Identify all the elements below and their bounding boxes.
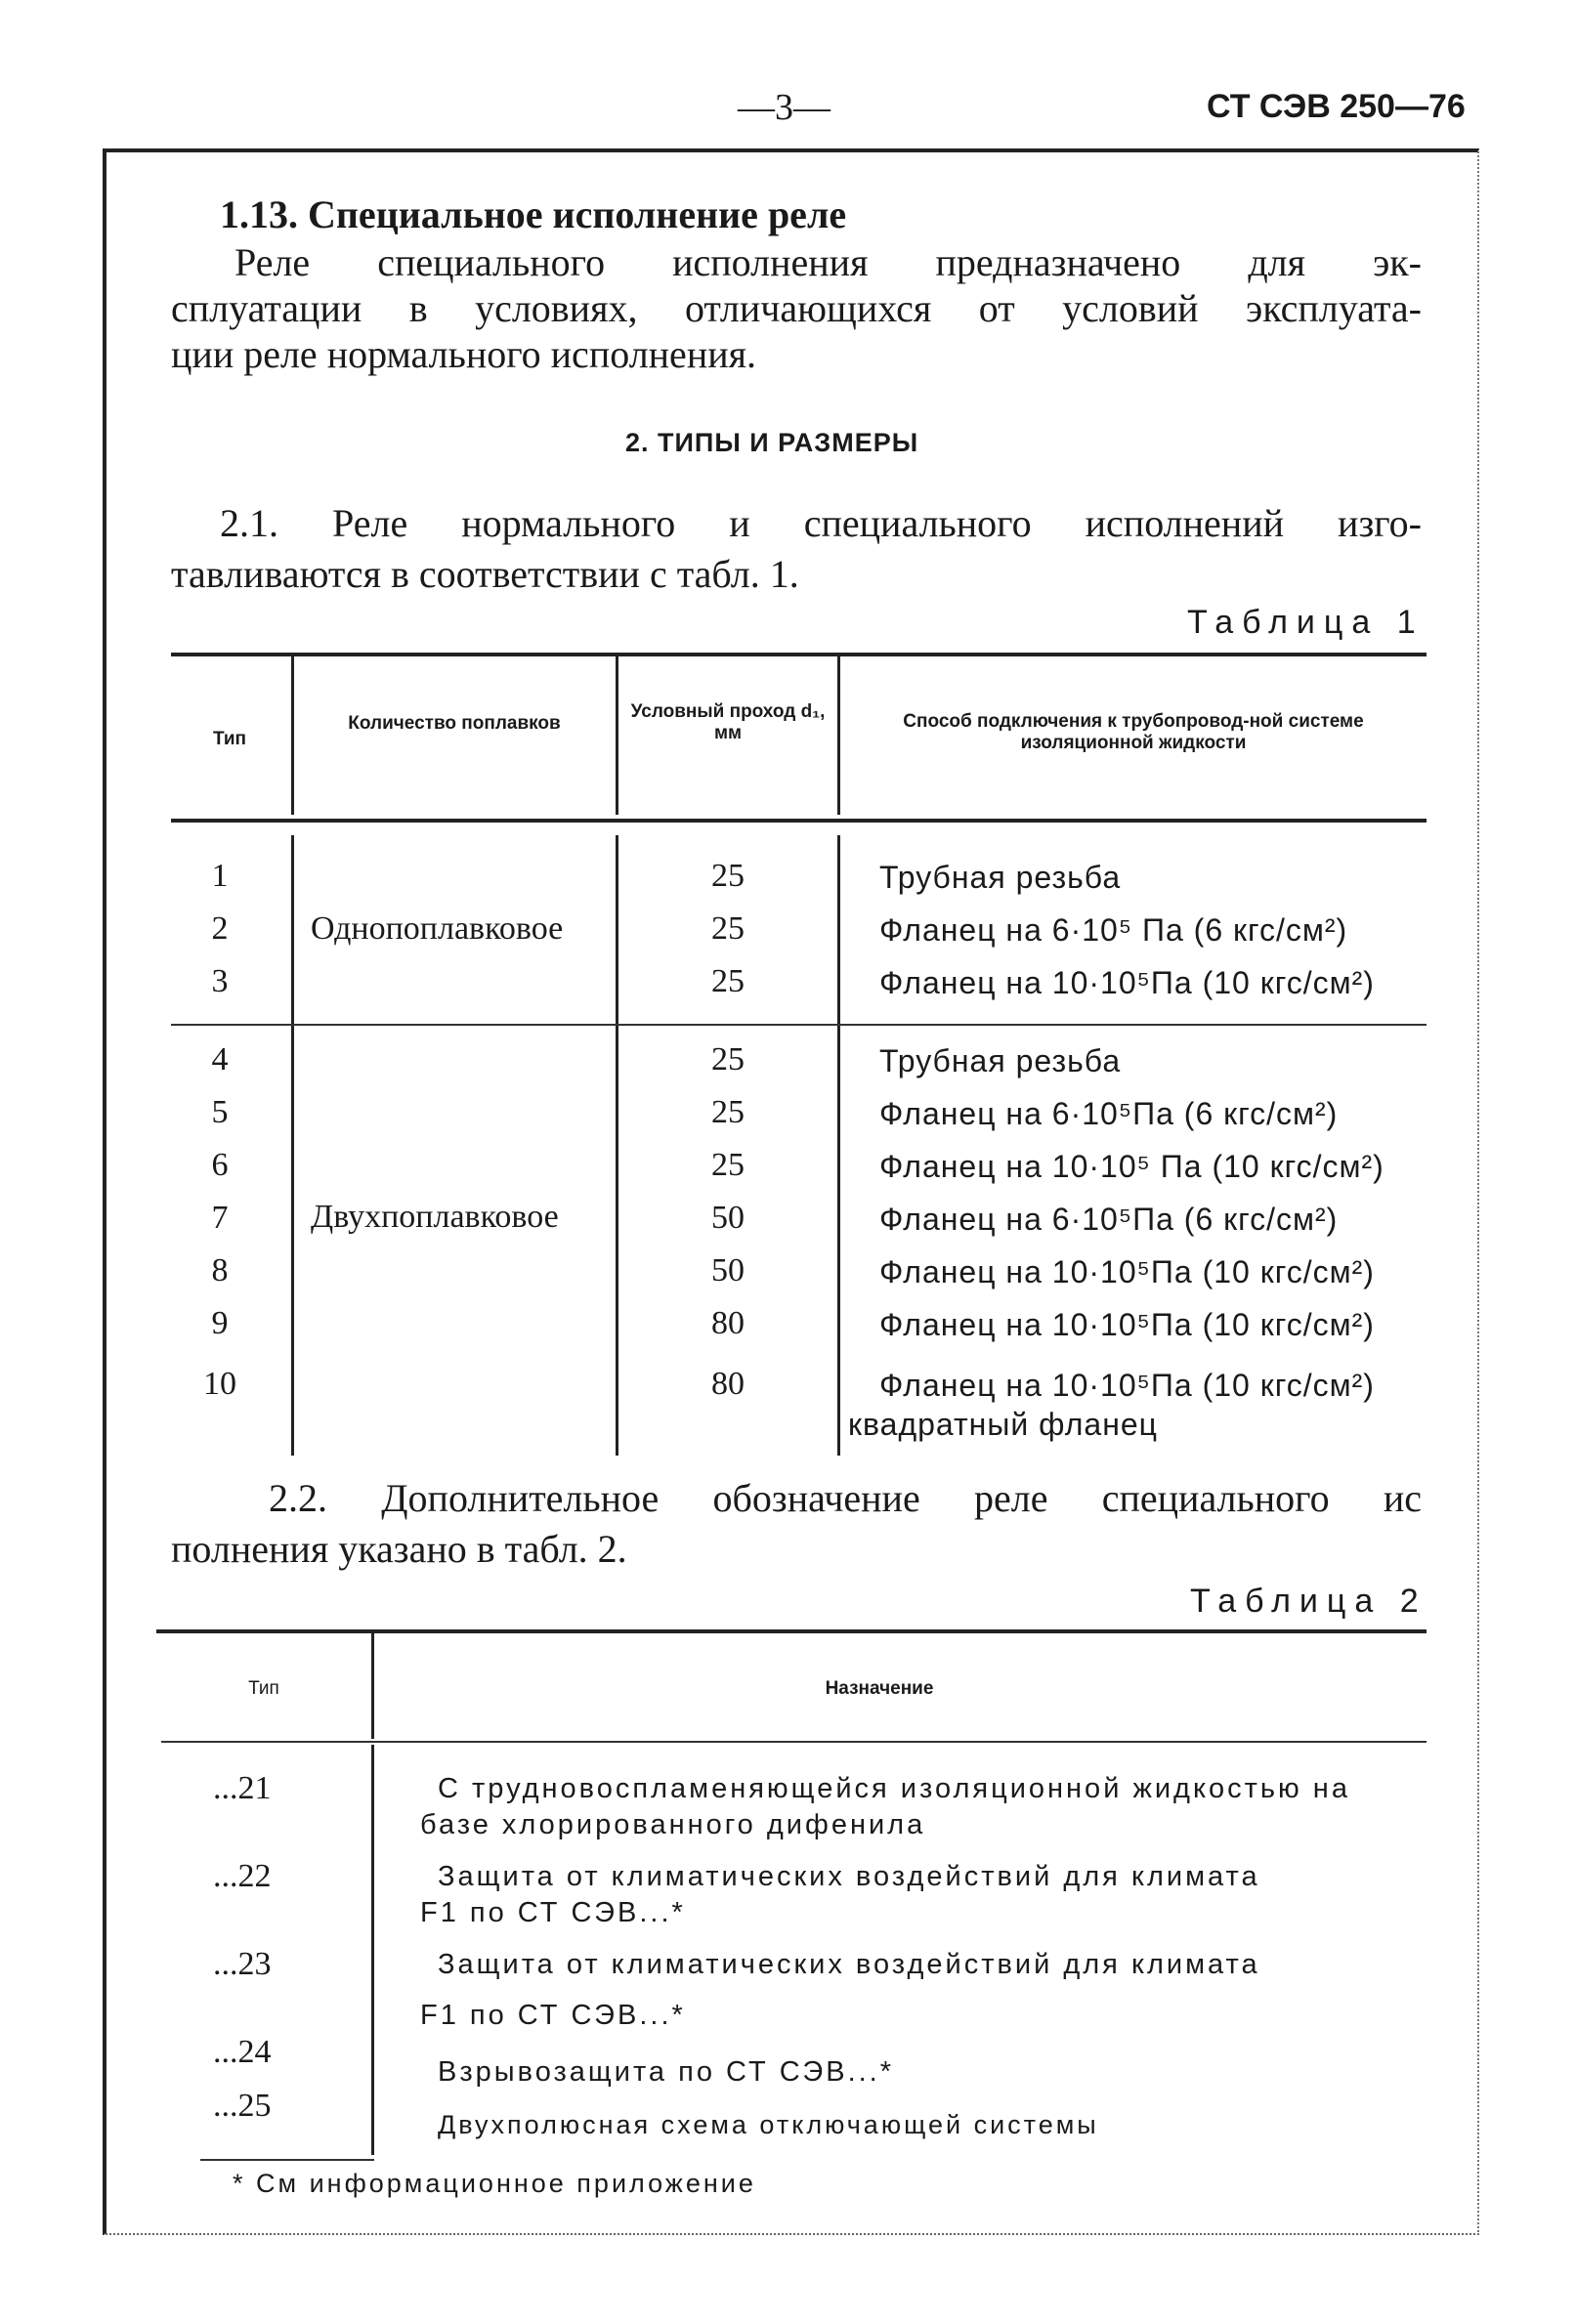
table1-caption: Таблица 1 bbox=[1187, 604, 1425, 641]
table1-bore: 50 bbox=[711, 1200, 745, 1236]
table2-purpose: Защита от климатических воздействий для климата bbox=[438, 1861, 1260, 1892]
table1-bore: 25 bbox=[711, 858, 745, 894]
table1-type: 6 bbox=[211, 1147, 229, 1183]
table1-header-floats: Количество поплавков bbox=[348, 713, 561, 734]
table2-purpose: С трудновоспламеняющейся изоляционной жидкостью на bbox=[438, 1773, 1350, 1804]
table1-connection: Фланец на 10·10⁵Па (10 кгс/см²) bbox=[879, 1368, 1375, 1403]
table1-connection: Фланец на 10·10⁵Па (10 кгс/см²) bbox=[879, 1307, 1375, 1342]
section-1-13-body bbox=[171, 239, 1422, 377]
table1-bore: 25 bbox=[711, 910, 745, 947]
table2-top-rule bbox=[156, 1629, 1427, 1633]
table1-top-rule bbox=[171, 653, 1427, 656]
table1-type: 7 bbox=[211, 1200, 229, 1236]
table1-bore: 25 bbox=[711, 963, 745, 999]
table2-col-divider bbox=[371, 1745, 374, 2155]
table2-header-rule bbox=[161, 1741, 1427, 1743]
page-frame bbox=[103, 148, 1479, 2235]
table2-type: ...23 bbox=[213, 1946, 272, 1982]
table2-purpose: F1 по СТ СЭВ...* bbox=[420, 1897, 686, 1928]
text-line: ции реле нормального исполнения. bbox=[171, 332, 757, 376]
table2-type: ...24 bbox=[213, 2034, 272, 2070]
para-2-2 bbox=[171, 1473, 1422, 1575]
text-line: Реле специального исполнения предназначено для эк- bbox=[234, 240, 1422, 284]
table1-connection: Фланец на 10·10⁵Па (10 кгс/см²) bbox=[879, 965, 1375, 1000]
table1-bore: 25 bbox=[711, 1041, 745, 1077]
table2-purpose: Двухполюсная схема отключающей системы bbox=[438, 2110, 1099, 2139]
table1-type: 10 bbox=[203, 1366, 236, 1402]
table1-type: 9 bbox=[211, 1305, 229, 1341]
table1-header-connection: Способ подключения к трубопровод-ной системе изоляционной жидкости bbox=[903, 711, 1364, 753]
text-line: полнения указано в табл. 2. bbox=[171, 1527, 627, 1571]
table1-connection: Фланец на 6·10⁵Па (6 кгс/см²) bbox=[879, 1096, 1339, 1131]
table1-col-divider bbox=[291, 656, 294, 815]
table1-header-bore: Условный проход d₁, мм bbox=[630, 701, 826, 743]
table1-bore: 25 bbox=[711, 1147, 745, 1183]
table1-group-label: Однопоплавковое bbox=[311, 910, 564, 947]
table2-purpose: F1 по СТ СЭВ...* bbox=[420, 2000, 686, 2031]
footnote-rule bbox=[200, 2159, 374, 2161]
table1-type: 1 bbox=[211, 858, 229, 894]
text-line: 2.1. Реле нормального и специального исполнений изго- bbox=[220, 501, 1422, 545]
text-line: тавливаются в соответствии с табл. 1. bbox=[171, 552, 799, 596]
table2-header-purpose: Назначение bbox=[825, 1678, 934, 1699]
table1-group-rule bbox=[171, 1024, 1427, 1026]
text-line: сплуатации в условиях, отличающихся от условий эксплуата- bbox=[171, 286, 1422, 330]
table2-purpose: базе хлорированного дифенила bbox=[420, 1809, 926, 1840]
table2-caption: Таблица 2 bbox=[1190, 1583, 1427, 1620]
table1-connection: Фланец на 10·10⁵Па (10 кгс/см²) bbox=[879, 1254, 1375, 1289]
table2-type: ...25 bbox=[213, 2088, 272, 2124]
table1-bore: 25 bbox=[711, 1094, 745, 1130]
table1-type: 4 bbox=[211, 1041, 229, 1077]
table1-type: 3 bbox=[211, 963, 229, 999]
table2-type: ...21 bbox=[213, 1770, 272, 1806]
table1-col-divider bbox=[291, 835, 294, 1456]
table1-col-divider bbox=[616, 835, 618, 1456]
table1-type: 8 bbox=[211, 1252, 229, 1289]
table1-connection: Фланец на 6·10⁵Па (6 кгс/см²) bbox=[879, 1202, 1339, 1237]
table1-type: 2 bbox=[211, 910, 229, 947]
table2-type: ...22 bbox=[213, 1858, 272, 1894]
table1-bore: 80 bbox=[711, 1366, 745, 1402]
table1-group-label: Двухпоплавковое bbox=[311, 1199, 559, 1235]
table1-connection: Фланец на 10·10⁵ Па (10 кгс/см²) bbox=[879, 1149, 1384, 1184]
table1-connection-extra: квадратный фланец bbox=[848, 1407, 1158, 1442]
table1-header-rule bbox=[171, 819, 1427, 823]
table1-bore: 50 bbox=[711, 1252, 745, 1289]
standard-code: СТ СЭВ 250—76 bbox=[1207, 88, 1466, 125]
table2-purpose: Взрывозащита по СТ СЭВ...* bbox=[438, 2056, 895, 2088]
table1-col-divider bbox=[837, 656, 840, 815]
table1-connection: Трубная резьба bbox=[879, 860, 1122, 895]
text-line: 2.2. Дополнительное обозначение реле специального ис bbox=[269, 1476, 1422, 1520]
footnote: * См информационное приложение bbox=[233, 2169, 756, 2198]
table2-col-divider bbox=[371, 1633, 374, 1739]
table1-header-type: Тип bbox=[212, 729, 247, 749]
table1-type: 5 bbox=[211, 1094, 229, 1130]
table1-bore: 80 bbox=[711, 1305, 745, 1341]
page-number: —3— bbox=[738, 87, 831, 128]
para-2-1 bbox=[171, 498, 1422, 600]
table1-connection: Трубная резьба bbox=[879, 1043, 1122, 1078]
table1-col-divider bbox=[837, 835, 840, 1456]
section-2-title: 2. ТИПЫ И РАЗМЕРЫ bbox=[625, 428, 919, 457]
table1-connection: Фланец на 6·10⁵ Па (6 кгс/см²) bbox=[879, 912, 1348, 948]
table2-purpose: Защита от климатических воздействий для климата bbox=[438, 1949, 1260, 1980]
section-1-13-title: 1.13. Специальное исполнение реле bbox=[220, 192, 847, 236]
table1-col-divider bbox=[616, 656, 618, 815]
table2-header-type: Тип bbox=[248, 1678, 279, 1699]
